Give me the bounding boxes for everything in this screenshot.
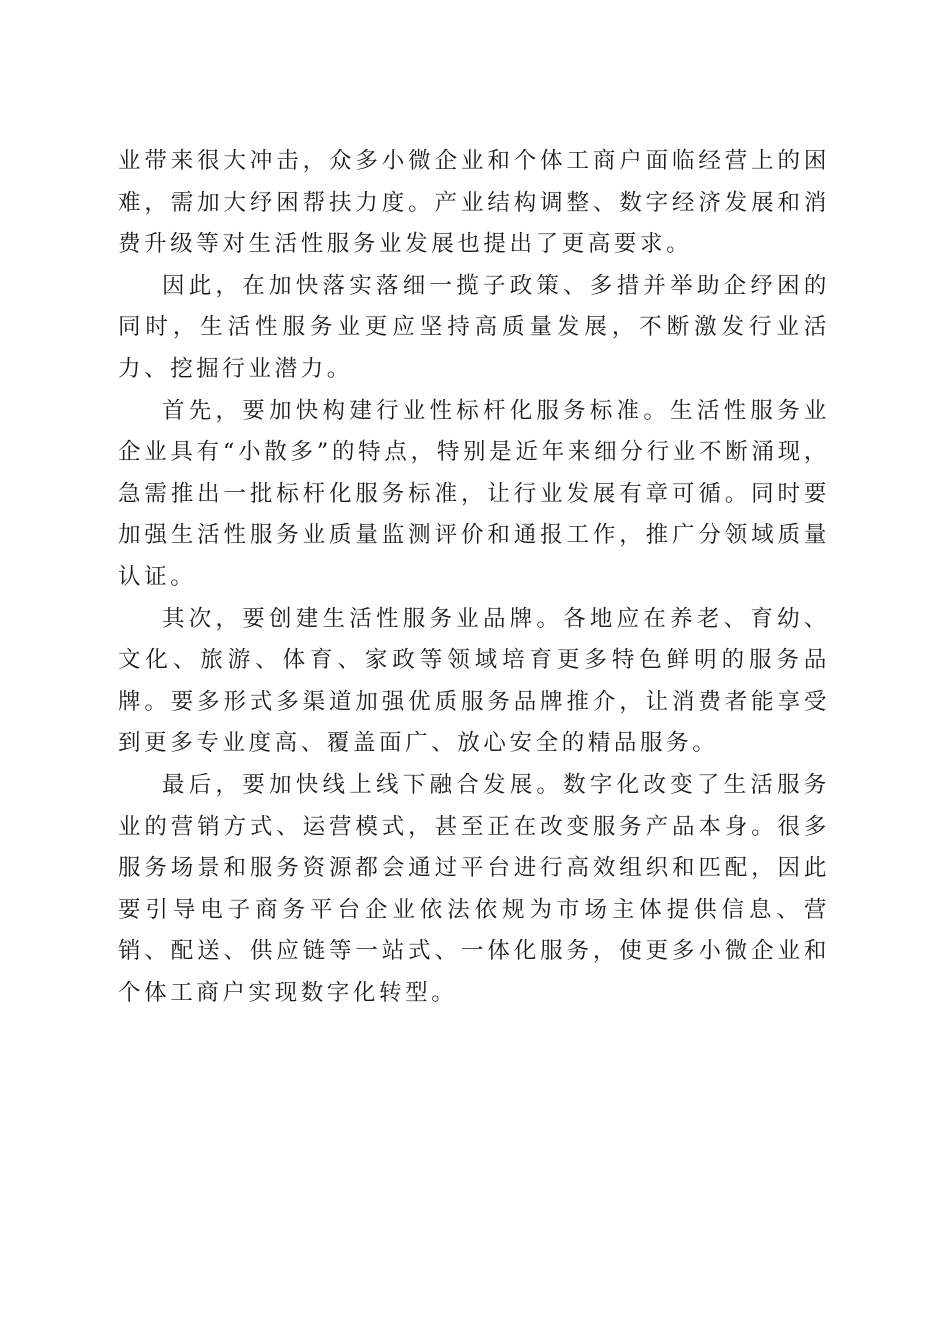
paragraph-continuation: 业带来很大冲击，众多小微企业和个体工商户面临经营上的困难，需加大纾困帮扶力度。产业结构调整、数字经济发展和消费升级等对生活性服务业发展也提出了更高要求。: [118, 148, 830, 258]
document-body: [118, 141, 830, 1014]
paragraph-therefore: 因此，在加快落实落细一揽子政策、多措并举助企纾困的同时，生活性服务业更应坚持高质量发展，不断激发行业活力、挖掘行业潜力。: [118, 272, 830, 382]
paragraph-finally: 最后，要加快线上线下融合发展。数字化改变了生活服务业的营销方式、运营模式，甚至正在改变服务产品本身。很多服务场景和服务资源都会通过平台进行高效组织和匹配，因此要引导电子商务平台企业依法依规为市场主体提供信息、营销、配送、供应链等一站式、一体化服务，使更多小微企业和个体工商户实现数字化转型。: [118, 771, 830, 1006]
paragraph-first: 首先，要加快构建行业性标杆化服务标准。生活性服务业企业具有“小散多”的特点，特别是近年来细分行业不断涌现，急需推出一批标杆化服务标准，让行业发展有章可循。同时要加强生活性服务业质量监测评价和通报工作，推广分领域质量认证。: [118, 397, 830, 590]
paragraph-second: 其次，要创建生活性服务业品牌。各地应在养老、育幼、文化、旅游、体育、家政等领域培育更多特色鲜明的服务品牌。要多形式多渠道加强优质服务品牌推介，让消费者能享受到更多专业度高、覆盖面广、放心安全的精品服务。: [118, 605, 830, 757]
